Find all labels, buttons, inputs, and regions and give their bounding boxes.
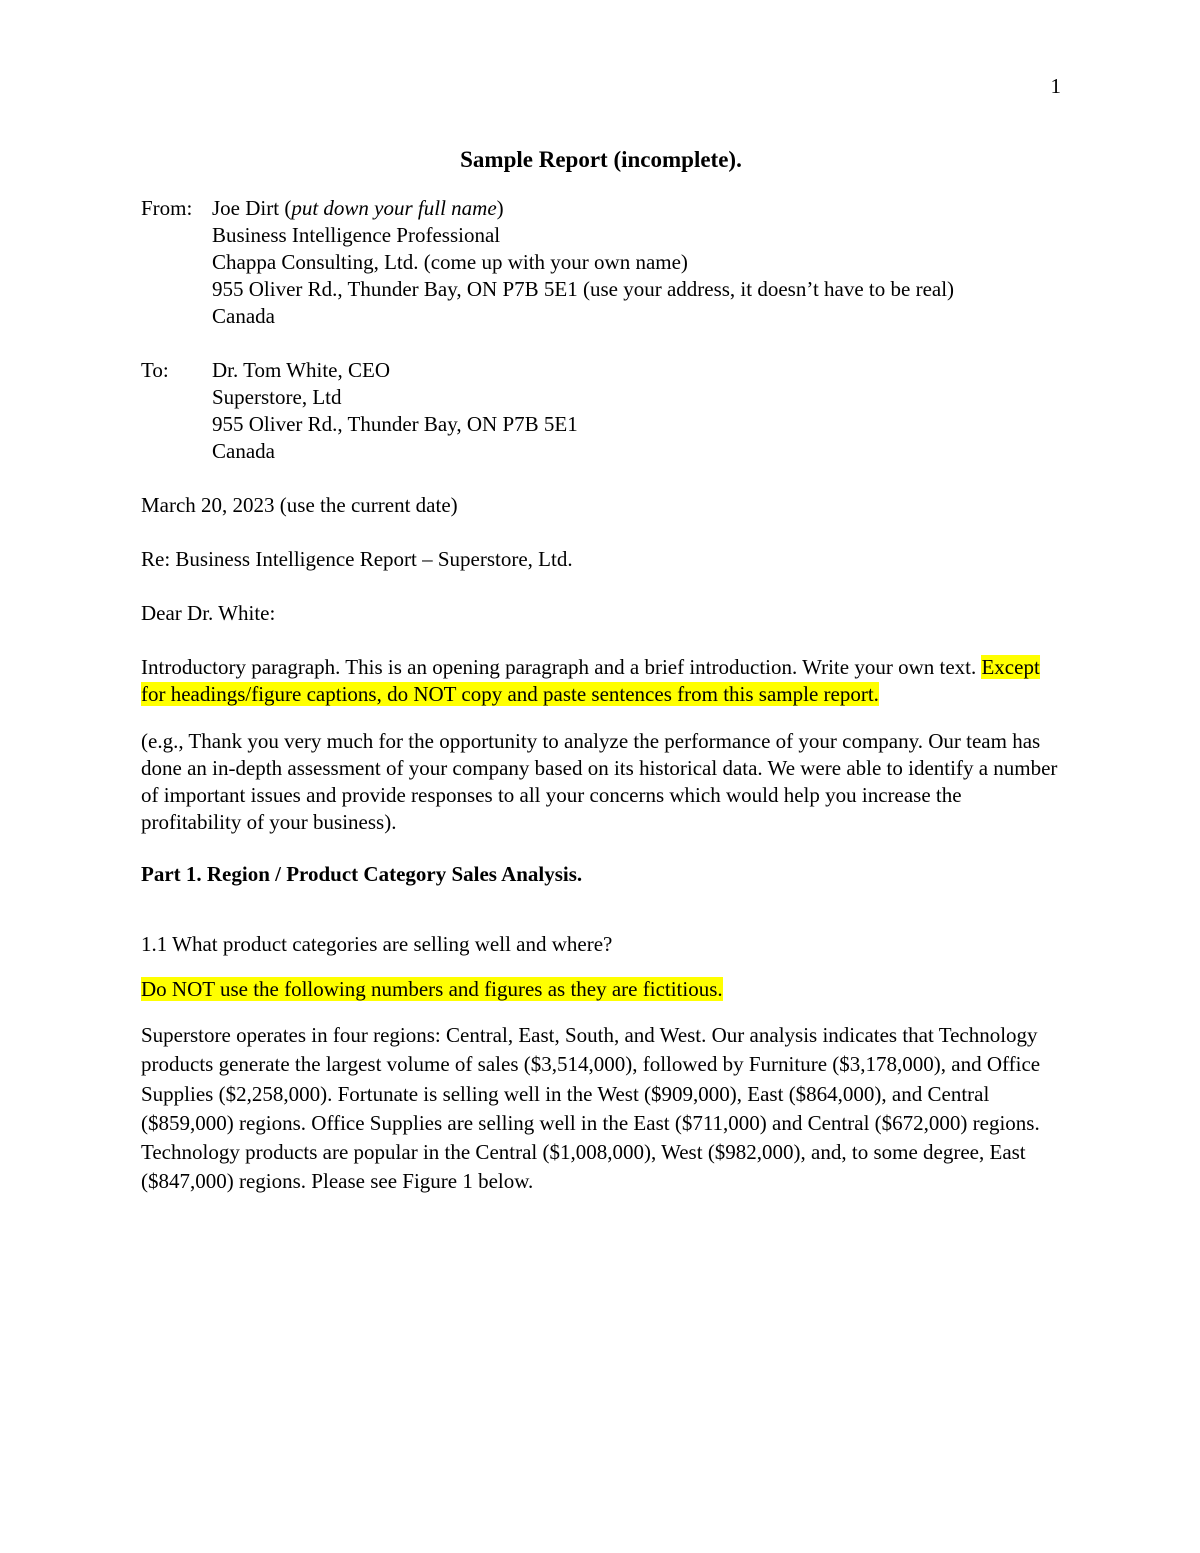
from-label: From: <box>141 196 193 220</box>
page-number: 1 <box>1050 74 1061 98</box>
to-line: Canada <box>212 439 275 463</box>
subject-line: Re: Business Intelligence Report – Superstore, Ltd. <box>141 547 573 571</box>
from-line: Business Intelligence Professional <box>212 223 501 247</box>
to-line: Dr. Tom White, CEO <box>212 358 390 382</box>
warning-note: Do NOT use the following numbers and figures as they are fictitious. <box>141 977 723 1001</box>
to-line: 955 Oliver Rd., Thunder Bay, ON P7B 5E1 <box>212 412 578 436</box>
from-line: Chappa Consulting, Ltd. (come up with your own name) <box>212 250 688 274</box>
document-body <box>141 145 1061 1197</box>
to-line: Superstore, Ltd <box>212 385 342 409</box>
from-line: Canada <box>212 304 275 328</box>
from-name: Joe Dirt (put down your full name) <box>212 196 504 220</box>
intro-highlight: Except for headings/figure captions, do NOT copy and paste sentences from this sample report. <box>141 655 1040 706</box>
from-line: 955 Oliver Rd., Thunder Bay, ON P7B 5E1 (use your address, it doesn’t have to be real) <box>212 277 955 301</box>
analysis-paragraph: Superstore operates in four regions: Central, East, South, and West. Our analysis indicates that Technology products generate the largest volume of sales ($3,514,000), followed by Furniture ($3,178,000), and Office Supplies ($2,258,000). Fortunate is selling well in the West ($909,000), East ($864,000), and Central ($859,000) regions. Office Supplies are selling well in the East ($711,000) and Central ($672,000) regions. Technology products are popular in the Central ($1,008,000), West ($982,000), and, to some degree, East ($847,000) regions. Please see Figure 1 below. <box>141 1023 1041 1194</box>
salutation: Dear Dr. White: <box>141 601 276 625</box>
question-1-1: 1.1 What product categories are selling well and where? <box>141 932 613 956</box>
to-label: To: <box>141 358 169 382</box>
from-block <box>141 195 1061 330</box>
intro-paragraph: Introductory paragraph. This is an opening paragraph and a brief introduction. Write your own text. Except for headings/figure captions, do NOT copy and paste sentences from this sample report. <box>141 655 1040 706</box>
to-block <box>141 357 1061 465</box>
from-name-hint: put down your full name <box>291 196 497 220</box>
letter-date: March 20, 2023 (use the current date) <box>141 493 458 517</box>
example-paragraph: (e.g., Thank you very much for the opportunity to analyze the performance of your company. Our team has done an in-depth assessment of your company based on its historical data. We were able to identify a number of important issues and provide responses to all your concerns which would help you increase the profitability of your business). <box>141 729 1058 834</box>
part1-heading: Part 1. Region / Product Category Sales Analysis. <box>141 862 583 886</box>
report-title: Sample Report (incomplete). <box>460 147 742 172</box>
